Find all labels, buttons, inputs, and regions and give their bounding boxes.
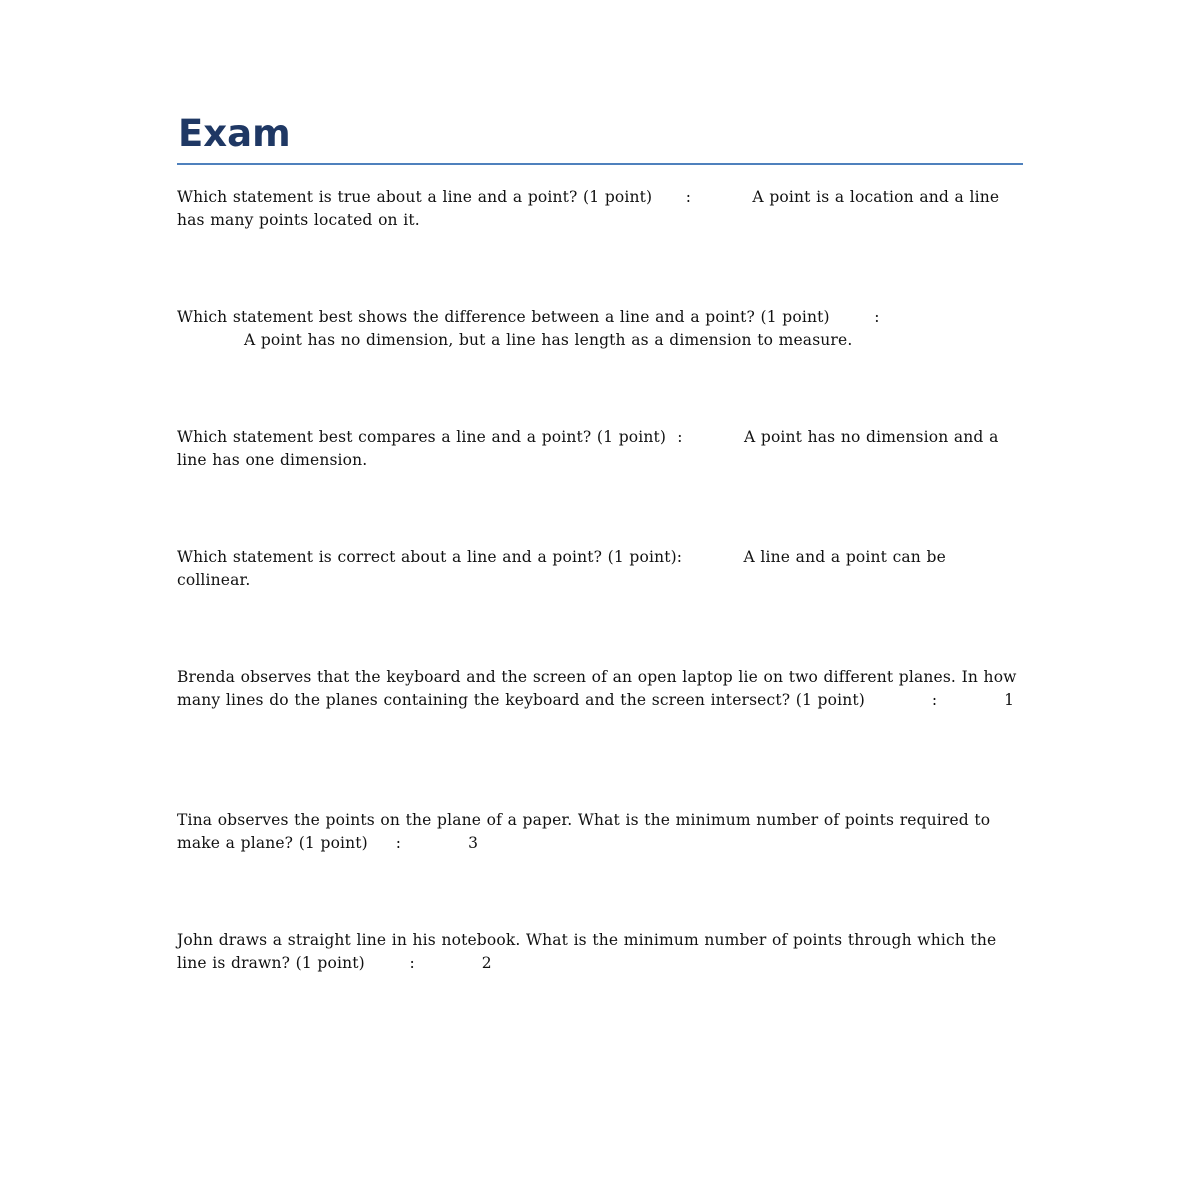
question-text: Tina observes the points on the plane of a paper. What is the minimum number of points required to make a plane? (1 point)	[177, 811, 996, 852]
exam-page	[177, 110, 1023, 165]
question-6	[177, 809, 1023, 855]
page-title: Exam	[178, 112, 291, 155]
answer-text: A point is a location and a line has many points located on it.	[177, 188, 1005, 229]
question-text: Which statement best compares a line and a point? (1 point)	[177, 428, 667, 446]
answer-separator: :	[395, 834, 402, 852]
answer-separator: :	[676, 548, 683, 566]
answer-text: A point has no dimension, but a line has length as a dimension to measure.	[243, 331, 853, 349]
answer-separator: :	[685, 188, 692, 206]
answer-text: 1	[1004, 691, 1015, 709]
question-text: Which statement is correct about a line and a point? (1 point)	[177, 548, 677, 566]
question-4	[177, 546, 1023, 592]
question-5	[177, 666, 1023, 712]
answer-text: A line and a point can be collinear.	[177, 548, 952, 589]
answer-separator: :	[874, 308, 880, 326]
answer-separator: :	[677, 428, 683, 446]
question-text: Which statement is true about a line and a point? (1 point)	[177, 188, 653, 206]
question-text: Which statement best shows the difference between a line and a point? (1 point)	[177, 308, 830, 326]
question-2	[177, 306, 1023, 352]
question-3	[177, 426, 1023, 472]
question-7	[177, 929, 1023, 975]
question-1	[177, 186, 1023, 232]
answer-separator: :	[409, 954, 415, 972]
question-text: Brenda observes that the keyboard and the screen of an open laptop lie on two different planes. In how many lines do the planes containing the keyboard and the screen intersect? (1 point)	[177, 668, 1023, 709]
answer-text: 3	[468, 834, 479, 852]
title-underline	[177, 163, 1023, 165]
answer-text: A point has no dimension and a line has one dimension.	[177, 428, 1005, 469]
answer-text: 2	[481, 954, 492, 972]
question-text: John draws a straight line in his notebook. What is the minimum number of points through which the line is drawn? (1 point)	[177, 931, 1002, 972]
answer-separator: :	[931, 691, 938, 709]
